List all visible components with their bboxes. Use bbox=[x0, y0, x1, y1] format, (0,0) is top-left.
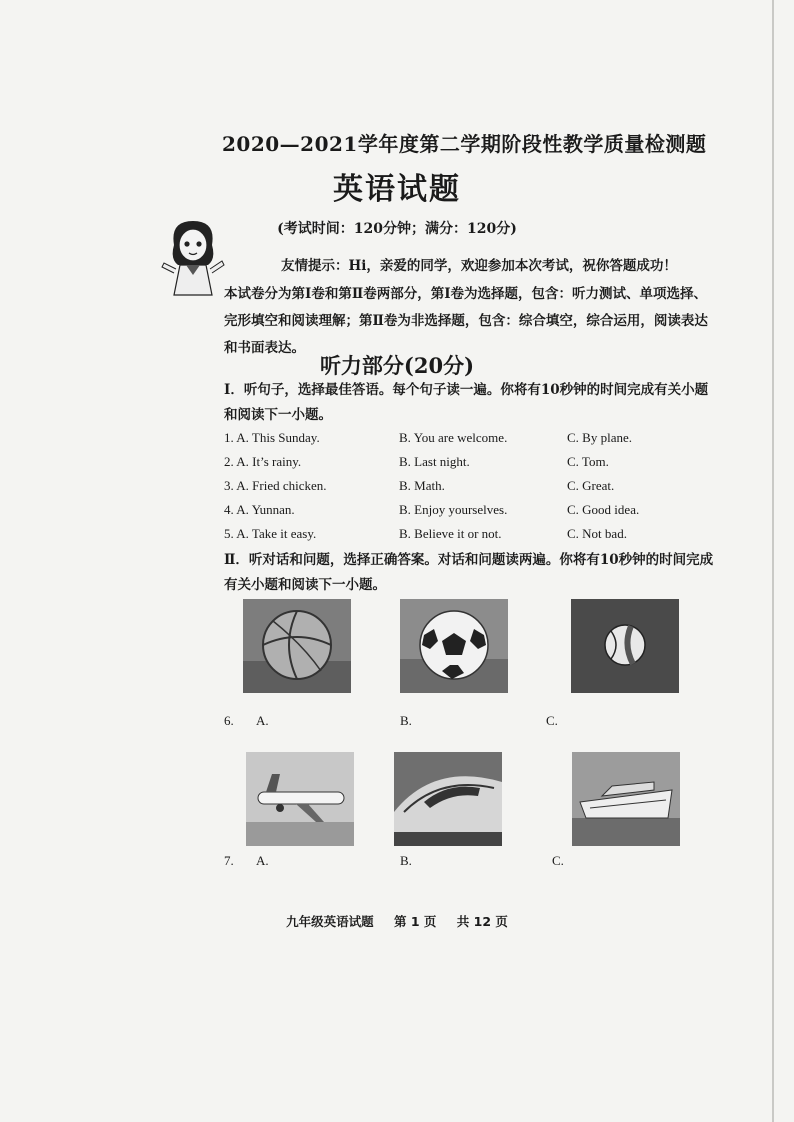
option-b: B. Enjoy yourselves. bbox=[399, 502, 508, 517]
soccer-ball-photo bbox=[400, 599, 508, 693]
option-a: 3. A. Fried chicken. bbox=[224, 478, 327, 493]
q7-option-b: B. bbox=[400, 853, 412, 868]
option-c: C. Great. bbox=[567, 478, 615, 493]
q6-number: 6. bbox=[224, 713, 234, 728]
q7-number: 7. bbox=[224, 853, 234, 868]
part2-instruction bbox=[224, 548, 744, 598]
volleyball-photo bbox=[571, 599, 679, 693]
option-c: C. Good idea. bbox=[567, 502, 640, 517]
footer-total-pages: 共 12 页 bbox=[456, 914, 508, 929]
question-row bbox=[224, 478, 744, 502]
mascot-girl-illustration bbox=[160, 215, 226, 297]
option-c: C. Not bad. bbox=[567, 526, 627, 541]
instruction-line: Ⅰ．听句子，选择最佳答语。每个句子读一遍。你将有10秒钟的时间完成有关小题 bbox=[224, 382, 709, 398]
question-row bbox=[224, 430, 744, 454]
option-c: C. Tom. bbox=[567, 454, 609, 469]
airplane-photo bbox=[246, 752, 354, 846]
q7-option-c: C. bbox=[552, 853, 564, 868]
option-b: B. Math. bbox=[399, 478, 445, 493]
part1-instruction bbox=[224, 378, 744, 428]
listening-section-title: 听力部分(20分) bbox=[319, 353, 475, 378]
option-b: B. You are welcome. bbox=[399, 430, 508, 445]
option-a: 1. A. This Sunday. bbox=[224, 430, 320, 445]
q7-option-a: A. bbox=[256, 853, 269, 868]
option-a: 5. A. Take it easy. bbox=[224, 526, 317, 541]
q6-option-c: C. bbox=[546, 713, 558, 728]
intro-line: 本试卷分为第Ⅰ卷和第Ⅱ卷两部分，第Ⅰ卷为选择题，包含：听力测试、单项选择、 bbox=[224, 286, 708, 302]
option-c: C. By plane. bbox=[567, 430, 632, 445]
footer-page-number: 第 1 页 bbox=[394, 914, 437, 929]
cruise-ship-photo bbox=[572, 752, 680, 846]
instruction-line: 和阅读下一小题。 bbox=[224, 407, 332, 423]
exam-main-title: 2020—2021学年度第二学期阶段性教学质量检测题 bbox=[222, 132, 707, 156]
option-b: B. Last night. bbox=[399, 454, 470, 469]
option-a: 4. A. Yunnan. bbox=[224, 502, 295, 517]
option-b: B. Believe it or not. bbox=[399, 526, 502, 541]
option-a: 2. A. It’s rainy. bbox=[224, 454, 302, 469]
footer-subject: 九年级英语试题 bbox=[286, 914, 374, 929]
intro-line: 和书面表达。 bbox=[224, 340, 305, 356]
q6-option-b: B. bbox=[400, 713, 412, 728]
instruction-line: Ⅱ．听对话和问题，选择正确答案。对话和问题读两遍。你将有10秒钟的时间完成 bbox=[224, 552, 714, 568]
page-footer bbox=[0, 912, 794, 930]
bullet-train-photo bbox=[394, 752, 502, 846]
basketball-photo bbox=[243, 599, 351, 693]
exam-info: (考试时间：120分钟；满分：120分) bbox=[277, 221, 517, 237]
subject-title: 英语试题 bbox=[333, 172, 461, 207]
question-row bbox=[224, 526, 744, 550]
question-row bbox=[224, 454, 744, 478]
intro-line: 完形填空和阅读理解；第Ⅱ卷为非选择题，包含：综合填空，综合运用，阅读表达 bbox=[224, 313, 708, 329]
question-row bbox=[224, 502, 744, 526]
q6-option-a: A. bbox=[256, 713, 269, 728]
friendly-tip: 友情提示：Hi，亲爱的同学，欢迎参加本次考试，祝你答题成功！ bbox=[281, 258, 677, 274]
instruction-line: 有关小题和阅读下一小题。 bbox=[224, 577, 386, 593]
